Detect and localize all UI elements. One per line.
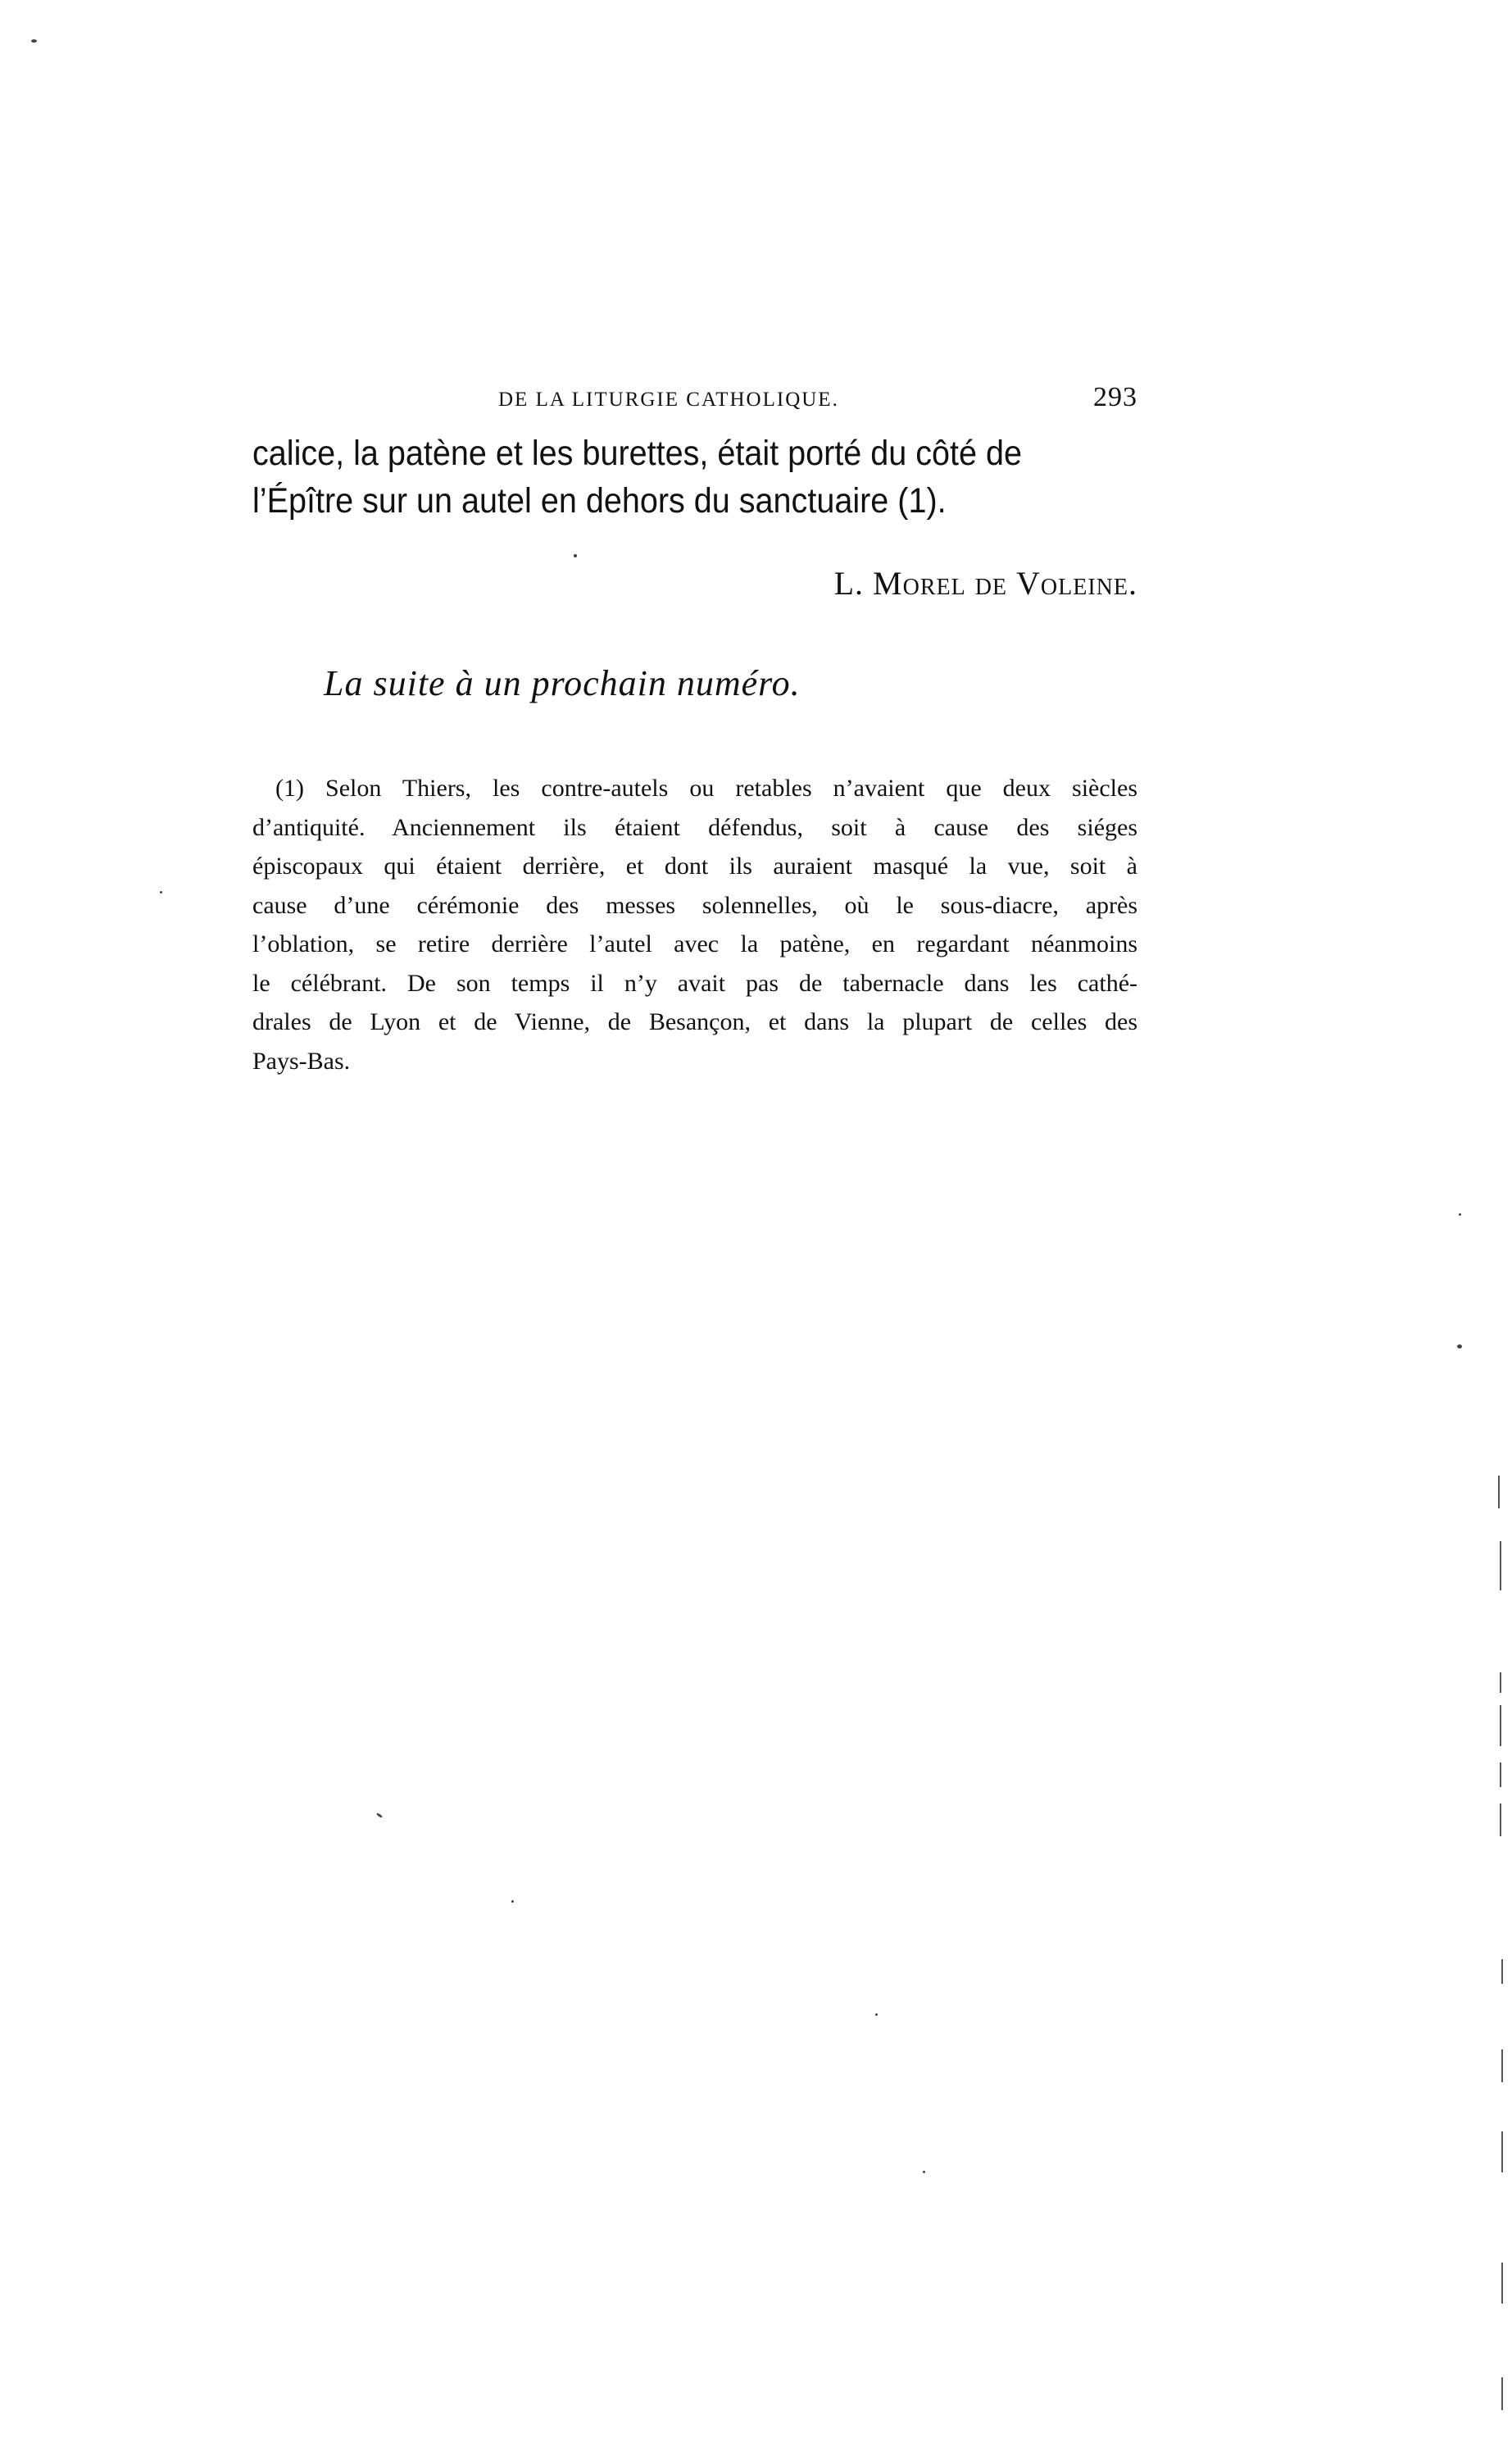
- scan-speck: [923, 2171, 925, 2173]
- signature-surname-1: Morel: [873, 565, 966, 602]
- body-line: calice, la patène et les burettes, était porté du côté de: [252, 434, 1023, 473]
- footnote-line: drales de Lyon et de Vienne, de Besançon, et dans la plupart de celles des: [252, 1008, 1137, 1035]
- page-edge-mark: [1501, 2049, 1503, 2082]
- page-number: 293: [1093, 382, 1137, 412]
- page-edge-mark: [1500, 1705, 1501, 1746]
- footnote-line: Pays-Bas.: [252, 1047, 351, 1075]
- page-edge-mark: [1501, 2131, 1503, 2172]
- body-line: l’Épître sur un autel en dehors du sanctuaire (1).: [252, 481, 947, 521]
- page-edge-mark: [1500, 1541, 1501, 1590]
- running-head: [252, 384, 1137, 416]
- signature-particle: de: [974, 565, 1008, 602]
- author-signature: [721, 564, 1137, 603]
- page-edge-mark: [1501, 2377, 1503, 2410]
- scan-speck: [875, 2013, 878, 2016]
- scan-speck: [574, 554, 577, 557]
- scan-speck: [376, 1813, 383, 1818]
- scan-speck: [1457, 1344, 1462, 1349]
- footnote-line: cause d’une cérémonie des messes solennelles, où le sous-diacre, après: [252, 891, 1137, 919]
- footnote: [252, 769, 1137, 1080]
- page-edge-mark: [1500, 1672, 1501, 1693]
- body-paragraph: [252, 430, 1137, 525]
- scan-speck: [160, 891, 162, 894]
- scan-speck: [31, 39, 37, 43]
- scan-speck: [511, 1900, 514, 1903]
- page-edge-mark: [1501, 2263, 1503, 2304]
- running-head-title: DE LA LITURGIE CATHOLIQUE.: [498, 389, 839, 411]
- signature-initial: L.: [833, 565, 865, 602]
- footnote-line: (1) Selon Thiers, les contre-autels ou retables n’avaient que deux siècles: [275, 775, 1137, 802]
- footnote-line: d’antiquité. Anciennement ils étaient défendus, soit à cause des siéges: [252, 813, 1137, 841]
- continuation-note: La suite à un prochain numéro.: [324, 663, 801, 703]
- scan-speck: [1459, 1213, 1461, 1216]
- page-edge-mark: [1500, 1803, 1501, 1836]
- footnote-line: le célébrant. De son temps il n’y avait pas de tabernacle dans les cathé-: [252, 969, 1137, 997]
- signature-surname-2: Voleine.: [1016, 565, 1137, 602]
- page-edge-mark: [1501, 1959, 1503, 1984]
- page-edge-mark: [1500, 1762, 1501, 1787]
- footnote-line: l’oblation, se retire derrière l’autel avec la patène, en regardant néanmoins: [252, 930, 1137, 957]
- footnote-line: épiscopaux qui étaient derrière, et dont ils auraient masqué la vue, soit à: [252, 853, 1137, 880]
- page-edge-mark: [1498, 1476, 1500, 1508]
